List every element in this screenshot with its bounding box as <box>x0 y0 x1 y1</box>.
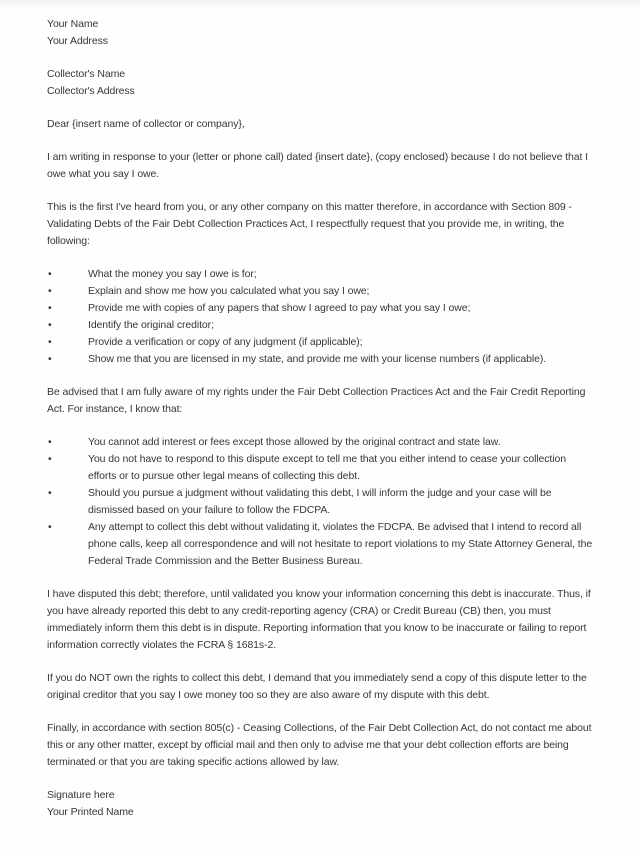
rights-list-item <box>47 519 596 570</box>
request-list-item-text: Provide me with copies of any papers that show I agreed to pay what you say I owe; <box>88 302 471 314</box>
bullet-icon: • <box>48 487 52 499</box>
paragraph-request: This is the first I've heard from you, or any other company on this matter therefore, in accordance with Section 809 - Validating Debts of the Fair Debt Collection Practices Act, I respectfully request that you provide me, in writing, the following: <box>47 201 572 247</box>
rights-list-item <box>47 451 596 485</box>
bullet-icon: • <box>48 436 52 448</box>
bullet-icon: • <box>48 453 52 465</box>
request-list-item <box>47 266 596 283</box>
bullet-icon: • <box>48 302 52 314</box>
request-list-item-text: Identify the original creditor; <box>88 319 214 331</box>
sender-address-block <box>47 16 596 50</box>
bullet-icon: • <box>48 521 52 533</box>
request-list-item <box>47 334 596 351</box>
rights-list-item-text: Should you pursue a judgment without validating this debt, I will inform the judge and your case will be dismissed based on your failure to follow the FDCPA. <box>88 487 552 516</box>
request-list-item <box>47 300 596 317</box>
rights-intro: Be advised that I am fully aware of my rights under the Fair Debt Collection Practices Act and the Fair Credit Reporting Act. For instance, I know that: <box>47 386 586 415</box>
signature-block <box>47 787 596 821</box>
paragraph-cease: Finally, in accordance with section 805(c) - Ceasing Collections, of the Fair Debt Collection Act, do not contact me about this or any other matter, except by official mail and then only to advise me that your debt collection efforts are being terminated or that you are taking specific actions allowed by law. <box>47 722 592 768</box>
request-list-item-text: Show me that you are licensed in my state, and provide me with your license numbers (if applicable). <box>88 353 547 365</box>
printed-name-line: Your Printed Name <box>47 806 134 818</box>
request-list <box>47 266 596 368</box>
page-top-band <box>0 0 640 10</box>
collector-name: Collector's Name <box>47 68 126 80</box>
rights-list <box>47 434 596 570</box>
request-list-item-text: Provide a verification or copy of any judgment (if applicable); <box>88 336 363 348</box>
collector-address: Collector's Address <box>47 85 135 97</box>
request-list-item-text: What the money you say I owe is for; <box>88 268 257 280</box>
bullet-icon: • <box>48 319 52 331</box>
request-list-item-text: Explain and show me how you calculated what you say I owe; <box>88 285 370 297</box>
bullet-icon: • <box>48 336 52 348</box>
rights-list-item-text: You cannot add interest or fees except those allowed by the original contract and state law. <box>88 436 501 448</box>
rights-list-item <box>47 434 596 451</box>
rights-list-item-text: Any attempt to collect this debt without validating it, violates the FDCPA. Be advised that I intend to record all phone calls, keep all correspondence and will not hesitate to report violations to my State Attorney General, the Federal Trade Commission and the Better Business Bureau. <box>88 521 593 567</box>
rights-list-item <box>47 485 596 519</box>
rights-list-item-text: You do not have to respond to this dispute except to tell me that you either intend to cease your collection efforts or to pursue other legal means of collecting this debt. <box>88 453 566 482</box>
sender-name: Your Name <box>47 18 99 30</box>
collector-address-block <box>47 66 596 100</box>
bullet-icon: • <box>48 285 52 297</box>
bullet-icon: • <box>48 353 52 365</box>
signature-line: Signature here <box>47 789 115 801</box>
paragraph-ownership: If you do NOT own the rights to collect this debt, I demand that you immediately send a copy of this dispute letter to the original creditor that you say I owe money too so they are also aware of my dispute with this debt. <box>47 672 587 701</box>
salutation: Dear {insert name of collector or company}, <box>47 118 245 130</box>
sender-address: Your Address <box>47 35 108 47</box>
letter-content <box>0 10 640 821</box>
request-list-item <box>47 317 596 334</box>
paragraph-dispute: I have disputed this debt; therefore, until validated you know your information concerning this debt is inaccurate. Thus, if you have already reported this debt to any credit-reporting agency (CRA) or Credit Bureau (CB) then, you must immediately inform them this debt is in dispute. Reporting information that you know to be inaccurate or failing to report information correctly violates the FCRA § 1681s-2. <box>47 588 591 651</box>
paragraph-response: I am writing in response to your (letter or phone call) dated {insert date}, (copy enclosed) because I do not believe that I owe what you say I owe. <box>47 151 588 180</box>
bullet-icon: • <box>48 268 52 280</box>
request-list-item <box>47 351 596 368</box>
request-list-item <box>47 283 596 300</box>
